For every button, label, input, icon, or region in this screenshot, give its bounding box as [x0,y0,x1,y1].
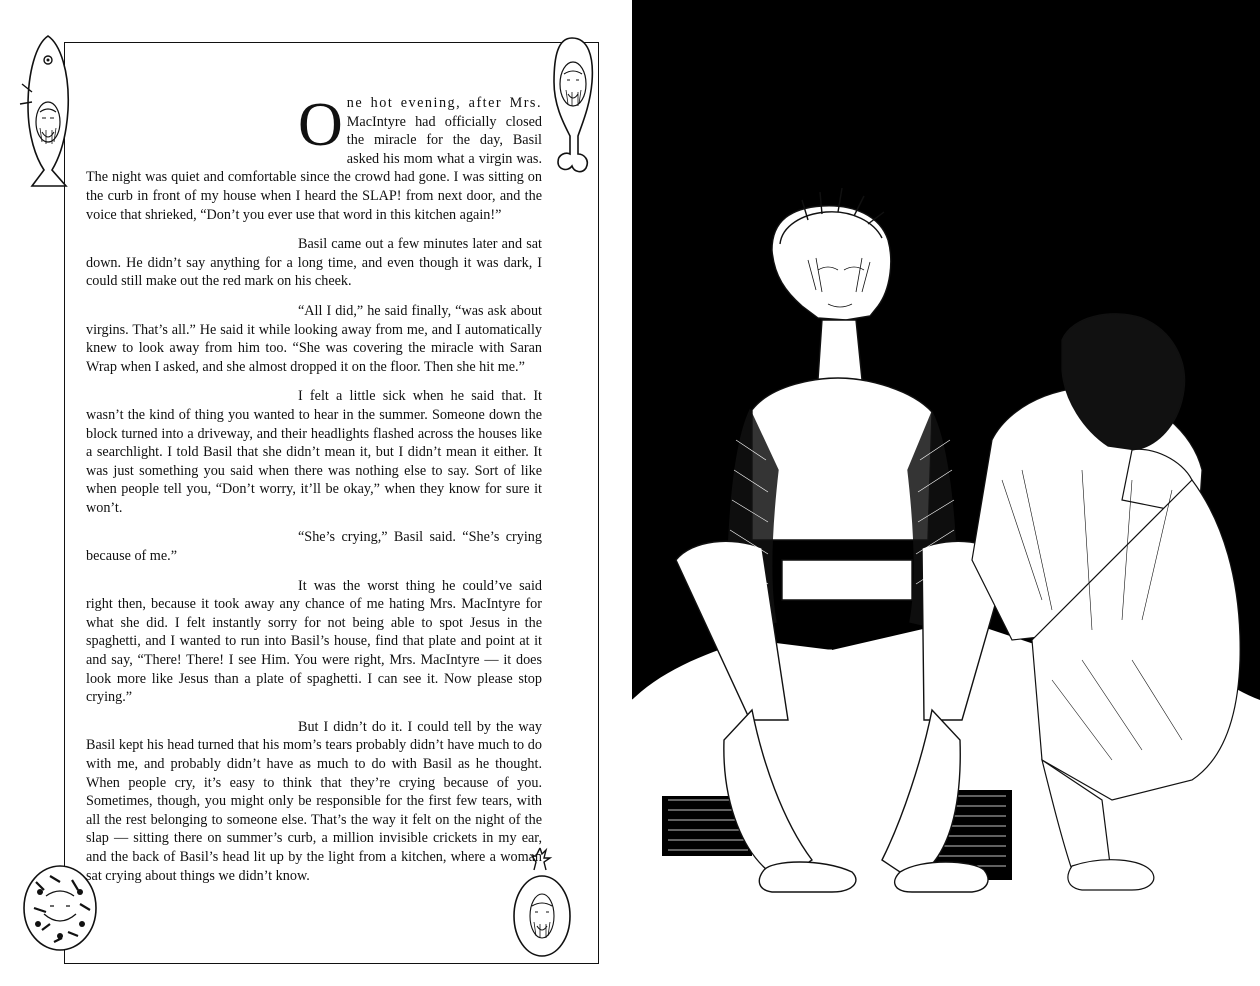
drop-cap: O [298,91,343,159]
drumstick-face-icon [548,34,598,176]
paragraph-2: Basil came out a few minutes later and sat down. He didn’t say anything for a long time, and even though it was dark, I could still make out the red mark on his cheek. [86,236,542,290]
fish-face-icon [18,32,80,190]
paragraph-5: “She’s crying,” Basil said. “She’s crying because of me.” [86,529,542,565]
story-text [86,91,542,896]
paragraph-7: But I didn’t do it. I could tell by the way Basil kept his head turned that his mom’s tears probably didn’t have much to do with me, and probably didn’t have as much to do with Basil as he thought. When people cry, it’s easy to think that they’re crying because of you. Sometimes, though, you might only be responsible for the first few tears, with all the rest belonging to someone else. That’s the way it felt on the night of the slap — sitting there on summer’s curb, a million invisible crickets in my ear, and the back of Basil’s head lit up by the light from a kitchen, where a woman sat crying about things we didn’t know. [86,718,542,884]
illustration-page [632,0,1260,986]
pen-ink-illustration [632,0,1260,986]
opening-line: ne hot evening, after Mrs. [346,95,542,111]
paragraph-1-body: MacIntyre had officially closed the miracle for the day, Basil asked his mom what a virgin was. The night was quiet and comfortable since the crowd had gone. I was sitting on the curb in front of my house when I heard the SLAP! from next door, and the voice that shrieked, “Don’t you ever use that word in this kitchen again!” [86,113,542,223]
paragraph-3: “All I did,” he said finally, “was ask about virgins. That’s all.” He said it while looking away from me, and I automatically knew to look away from him too. “She was covering the miracle with Saran Wrap when I asked, and she almost dropped it on the floor. Then she hit me.” [86,302,542,375]
paragraph-1 [86,91,542,224]
paragraph-6: It was the worst thing he could’ve said right then, because it took away any chance of me hating Mrs. MacIntyre for what she did. I felt instantly sorry for not being able to spot Jesus in the spaghetti, and I wanted to run into Basil’s house, find that plate and point at it and say, “There! There! I see Him. You were right, Mrs. MacIntyre — it does look more like Jesus than a plate of spaghetti. I can see it. Now please stop crying.” [86,577,542,706]
paragraph-4: I felt a little sick when he said that. It wasn’t the kind of thing you wanted to hear in the summer. Someone down the block turned into a driveway, and their headlights flashed across the houses like a searchlight. I told Basil that she didn’t mean it, but I didn’t mean it either. It was just something you said when there was nothing else to say. Sort of like when people tell you, “Don’t worry, it’ll be okay,” when they know for sure it won’t. [86,388,542,516]
